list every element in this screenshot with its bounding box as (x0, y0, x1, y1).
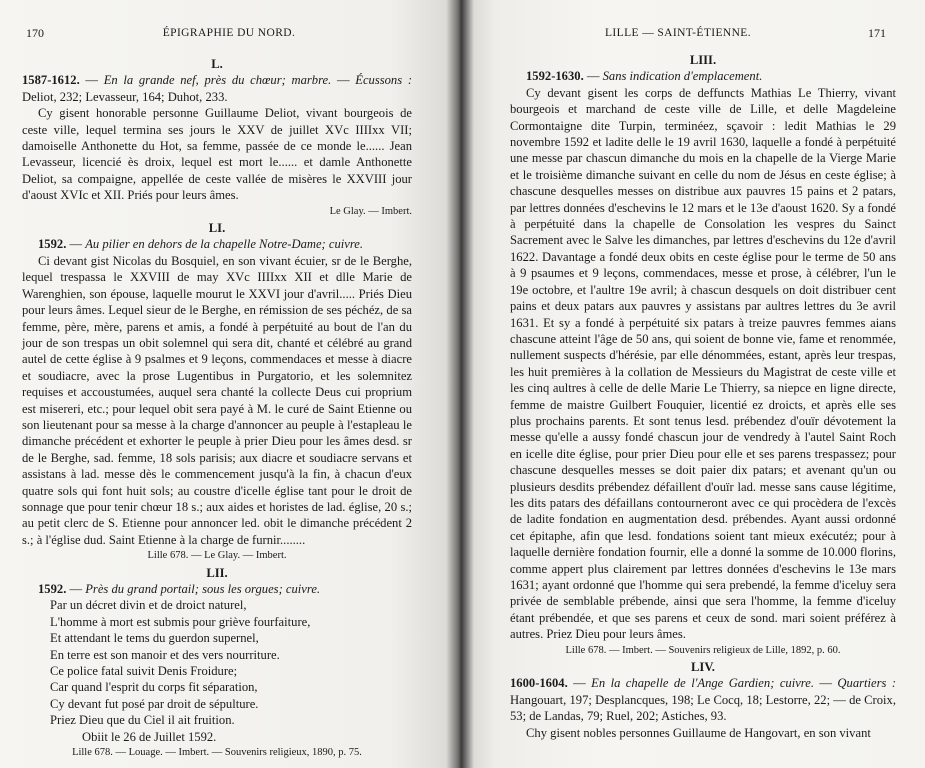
entry-heading-tail: Hangouart, 197; Desplancques, 198; Le Cocq, 18; Lestorre, 22; — de Croix, 53; de Landas, 79; Ruel, 202; Astiches, 93. (510, 692, 896, 724)
poem (50, 597, 412, 745)
entry-location: En la chapelle de l'Ange Gardien; cuivre. (591, 676, 814, 691)
entry-extra: Quartiers : (837, 676, 897, 691)
entry-heading: 1592. — Au pilier en dehors de la chapelle Notre-Dame; cuivre. (38, 237, 364, 252)
entry-location: En la grande nef, près du chœur; marbre. (103, 73, 332, 88)
entry-number: LIII. (689, 53, 717, 67)
entry-heading: 1592. — Près du grand portail; sous les orgues; cuivre. (38, 582, 321, 596)
book-gutter (446, 0, 474, 768)
entry-heading: 1592-1630. — Sans indication d'emplacement. (526, 69, 763, 84)
poem-line: Cy devant fut posé par droit de sépulture. (50, 696, 259, 711)
entry-location: Au pilier en dehors de la chapelle Notre-Dame; cuivre. (85, 237, 364, 252)
entry-number: LIV. (691, 660, 715, 675)
left-page (0, 0, 458, 768)
poem-line: En terre est son manoir et des vers nourriture. (50, 647, 280, 662)
page-body (510, 52, 896, 741)
entry-text: Cy devant gisent les corps de deffuncts Mathias Le Thierry, vivant bourgeois et marchand de ceste ville de Lille, et delle Magdeleine Cormontaigne dite Turpin, terminéez, sçavoir : ledit Mathias le 29 novembre 1592 et ladite delle le 19 avril 1630, laquelle a fondé à perpétuité une messe par chascun dimanche du mois en la chapelle de la Vierge Marie et le troisième dimanche suivant en celle du nom de Jésus en ceste église; à chascune desquelles messes on distribue aux pauvres 15 pains et 2 patars, par lettres données d'eschevins le 12 mars et le 13e d'aoust 1620. Sy a fondé à perpétuité dans la chapelle de Consolation les vespres du Sainct Sacrement avec le Salve les dimanches, par lettres d'eschevins du 12e d'avril 1622. Davantage a fondé deux obits en ceste église pour le terme de 50 ans à 9 psaumes et 9 leçons, commendaces, messe et prose, à célébrer, l'un le 19e octobre, et l'aultre 19e avril; à chascun desquels on doit distribuer cent pains et deux patars aux pauvres y assistans par aultres lettres du 3e avril 1631. Et sy a fondé à perpétuité six patars à treize pauvres femmes aians chascune atteint l'âge de 50 ans, qui soient de bonne vie, fame et renommée, nullement suspects d'hérésie, par elle dénommées, estant, après leur trespas, les huit premières à la collation de Messieurs du Magistrat de ceste ville et les cinq aultres à celle de delle Marie Le Thierry, sa niepce en ligne directe, femme de maistre Guilbert Fouquier, licentié ez droicts, et après elle ses plus prochains parents. Et sont tenus lesd. prébendez d'ouïr dévotement la messe qu'elle a aussy fondé chascun jour de vendredy à l'autel Saint Roch en icelle dite église, pour prier Dieu pour elle et ses parens trespassez; pour chascune desquelles messes se doit paier dix patars; et avenant qu'un ou plusieurs desdits prébendez défaillent d'ouïr lad. messe sans cause légitime, les dits patars des défaillans contourneront avec ce qui procèdera de l'excès de ladite fondation en augmentation desd. prébendes. Ayant aussi ordonné cet épitaphe, afin que lesd. fondations soient tant mieux exécutéz; pour à laquelle dernière fondation fournir, elle a donné la somme de 10.000 florins, comme appert plus clairement par lettres données d'eschevins le 13e mars 1631; ayant ordonné que l'homme qui sera prebendé, la femme d'iceluy sera privée de semblable prébende, ainsi que sera l'homme, la femme d'iceluy étant prébendée, et que ses parens et ceux de sond. mari soient préférez à autres. Priez Dieu pour leurs âmes. (510, 85, 896, 642)
entry-extra: Écussons : (355, 73, 413, 88)
entry-source: Lille 678. — Le Glay. — Imbert. (147, 550, 287, 562)
entry-text: Ci devant gist Nicolas du Bosquiel, en son vivant écuier, sr de le Berghe, lequel trespassa le XXVIII de may XVc IIIIxx XII et dlle Marie de Warenghien, son épouse, laquelle mourut le XXVI jour d'avril..... Priés Dieu pour leurs âmes. Lequel sieur de le Berghe, en rémission de ses péchéz, de sa femme, père, mère, parens et amis, a fondé à perpétuité au bout de l'an du jour de son trespas un obit solemnel qui sera dit, chanté et célébré au grand autel de cette église à 9 psalmes et 9 leçons, commendaces et messe à diacre et soudiacre, avec la prose Lugentibus in Purgatorio, et les solemnitez requises et accoustumées, auquel sera chanté la collecte Deus cui proprium est misereri, etc.; pour lequel obit sera payé à M. le curé de Saint Etienne ou son lieutenant pour sa messe à la charge d'annoncer au peuple à l'estapleau le dimanche précédent et exhorter le peuple à prier Dieu pour les âmes desd. sr de le Berghe, sad. femme, 18 sols parisis; aux diacre et soudiacre servans et assistans à lad. messe dès le commencement jusqu'à la fin, à chacun d'eux quatre sols qui font huit sols; au coustre d'icelle église tant pour le droit de sonnage que pour tenir chœur 18 s.; aux aides et horistes de lad. église, 20 s.; au petit clerc de S. Etienne pour annoncer led. obit le dimanche précédent 2 s.; à l'église dud. Saint Etienne à la charge de furnir........ (22, 253, 412, 547)
entry-date: 1592. (38, 237, 67, 252)
poem-line: L'homme à mort est submis pour griève fourfaiture, (50, 614, 311, 629)
page-number: 171 (868, 26, 886, 40)
poem-line: Car quand l'esprit du corps fit séparation, (50, 680, 258, 695)
entry-number: LI. (208, 221, 226, 236)
page-body (22, 56, 412, 761)
entry-location: Sans indication d'emplacement. (602, 69, 763, 84)
entry-heading-tail: Deliot, 232; Levasseur, 164; Duhot, 233. (22, 89, 228, 104)
entry-text: Cy gisent honorable personne Guillaume Deliot, vivant bourgeois de ceste ville, lequel termina ses jours le XXV de juillet XVc IIIIxx VII; damoiselle Anthonette du Hot, sa femme, passée de ce monde le...... Jean Levasseur, licencié ès droix, lequel est mort le...... et damle Anthonette Deliot, sa compaigne, appellée de ceste vallée de misères le XXVIII jour d'aoust XVIc et XII. Priés pour leurs âmes. (22, 106, 412, 203)
poem-line: Priez Dieu que du Ciel il ait fruition. (50, 713, 235, 728)
entry-text: Chy gisent nobles personnes Guillaume de Hangovart, en son vivant (526, 725, 871, 740)
entry-date: 1600-1604. (510, 676, 568, 691)
entry-location: Près du grand portail; sous les orgues; cuivre. (85, 582, 321, 596)
poem-line: Et attendant le tems du guerdon supernel, (50, 631, 259, 646)
entry-source: Lille 678. — Louage. — Imbert. — Souvenirs religieux, 1890, p. 75. (72, 747, 362, 759)
right-page (458, 0, 925, 768)
entry-date: 1592. (38, 582, 67, 596)
poem-line: Par un décret divin et de droict naturel, (50, 598, 247, 613)
entry-source: Le Glay. — Imbert. (329, 205, 412, 217)
entry-source: Lille 678. — Imbert. — Souvenirs religieux de Lille, 1892, p. 60. (565, 644, 841, 656)
page-number: 170 (26, 26, 44, 40)
entry-number: L. (211, 57, 223, 71)
entry-heading: 1600-1604. — En la chapelle de l'Ange Gardien; cuivre. — Quartiers : Hangouart, 197; Desplancques, 198; Le Cocq, 18; Lestorre, 22; — de Croix, 53; de Landas, 79; Ruel, 202; Astiches, 93. (510, 676, 897, 724)
running-head: ÉPIGRAPHIE DU NORD. (162, 27, 296, 39)
entry-date: 1587-1612. (22, 73, 80, 88)
obiit-line: Obiit le 26 de Juillet 1592. (82, 729, 217, 744)
entry-number: LII. (206, 565, 228, 580)
entry-heading: 1587-1612. — En la grande nef, près du chœur; marbre. — Écussons : Deliot, 232; Levasseur, 164; Duhot, 233. (22, 73, 413, 104)
poem-line: Ce police fatal suivit Denis Froidure; (50, 664, 238, 679)
running-head: LILLE — SAINT-ÉTIENNE. (604, 27, 752, 39)
entry-date: 1592-1630. (526, 69, 584, 84)
